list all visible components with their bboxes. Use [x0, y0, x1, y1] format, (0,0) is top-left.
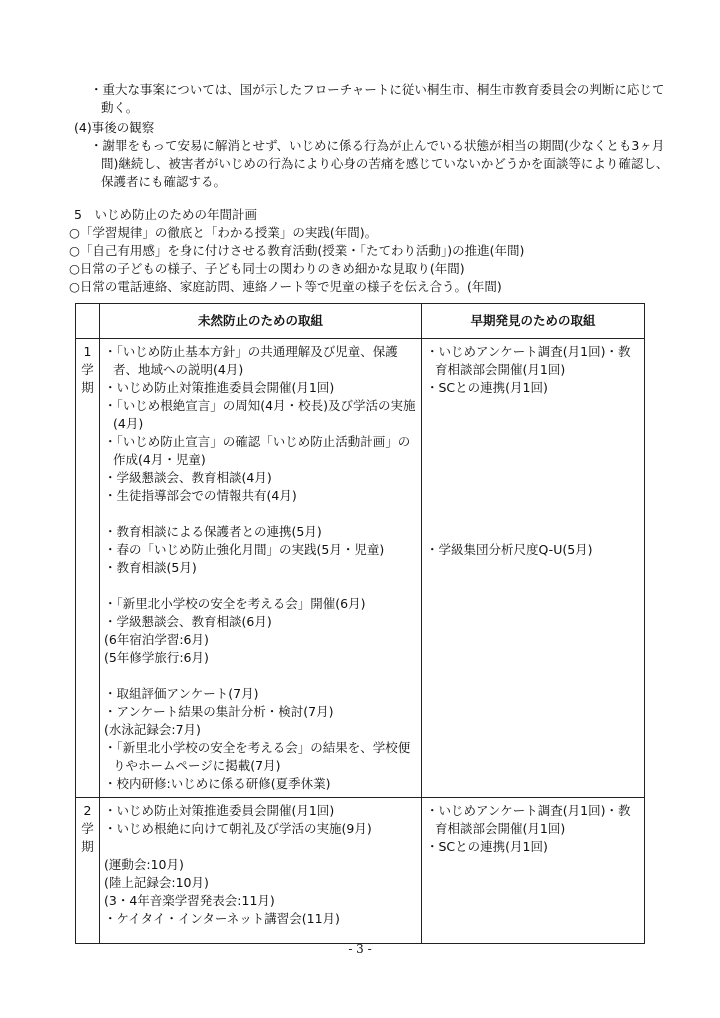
list-item: ・学級懇談会、教育相談(4月) [104, 470, 272, 485]
event-note: (3・4年音楽学習発表会:11月) [104, 893, 275, 908]
list-item: ・学級集団分析尺度Q-U(5月) [426, 542, 593, 557]
follow-up-text-line2: 間)継続し、被害者がいじめの行為により心身の苦痛を感じていないかどうかを面談等により確認し、 [101, 156, 669, 171]
header-prevention: 未然防止のための取組 [100, 304, 422, 339]
list-item: ・いじめ防止対策推進委員会開催(月1回) [104, 803, 335, 818]
list-item: ・校内研修:いじめに係る研修(夏季休業) [104, 776, 331, 791]
list-item: ・学級懇談会、教育相談(6月) [104, 614, 272, 629]
event-note: (陸上記録会:10月) [104, 875, 209, 890]
annual-plan-table [75, 303, 645, 944]
event-note: (運動会:10月) [104, 857, 184, 872]
list-item: ・いじめ根絶に向けて朝礼及び学活の実施(9月) [104, 821, 372, 836]
term1-prevention-cell [100, 339, 422, 798]
list-item: ・生徒指導部会での情報共有(4月) [104, 488, 297, 503]
table-row-term2 [76, 798, 645, 944]
term2-early-detection-cell [422, 798, 645, 944]
list-item: ・「新里北小学校の安全を考える会」の結果を、学校便りやホームページに掲載(7月) [104, 740, 411, 773]
list-item: ・ケイタイ・インターネット講習会(11月) [104, 911, 340, 926]
list-item: ・「いじめ根絶宣言」の周知(4月・校長)及び学活の実施(4月) [104, 398, 416, 431]
event-note: (水泳記録会:7月) [104, 722, 201, 737]
follow-up-text-line3: 保護者にも確認する。 [101, 174, 227, 189]
list-item: ・教育相談による保護者との連携(5月) [104, 524, 322, 539]
term1-early-detection-cell [422, 339, 645, 798]
list-item: ・アンケート結果の集計分析・検討(7月) [104, 704, 334, 719]
header-early-detection: 早期発見のための取組 [422, 304, 645, 339]
bullet-serious-cases-line1: ・重大な事案については、国が示したフローチャートに従い桐生市、桐生市教育委員会の判断に応じて [90, 82, 665, 97]
event-note: (5年修学旅行:6月) [104, 650, 209, 665]
list-item: ・いじめアンケート調査(月1回)・教育相談部会開催(月1回) [426, 803, 631, 836]
term2-prevention-cell [100, 798, 422, 944]
bullet-serious-cases-line2: 動く。 [101, 100, 139, 115]
follow-up-text-line1: ・謝罪をもって安易に解消とせず、いじめに係る行為が止んでいる状態が相当の期間(少なくとも3ヶ月 [90, 138, 665, 153]
term2-label: 2 学 期 [76, 798, 100, 944]
list-item: ・「新里北小学校の安全を考える会」開催(6月) [104, 596, 366, 611]
list-item: ・教育相談(5月) [104, 560, 197, 575]
section5-heading: 5 いじめ防止のための年間計画 [74, 207, 257, 222]
annual-plan-item: ○日常の子どもの様子、子ども同士の関わりのきめ細かな見取り(年間) [69, 261, 465, 276]
list-item: ・取組評価アンケート(7月) [104, 686, 259, 701]
list-item: ・いじめアンケート調査(月1回)・教育相談部会開催(月1回) [426, 344, 631, 377]
list-item: ・いじめ防止対策推進委員会開催(月1回) [104, 380, 335, 395]
header-term-cell [76, 304, 100, 339]
list-item: ・春の「いじめ防止強化月間」の実践(5月・児童) [104, 542, 385, 557]
annual-plan-item: ○「自己有用感」を身に付けさせる教育活動(授業・「たてわり活動」)の推進(年間) [69, 243, 525, 258]
list-item: ・SCとの連携(月1回) [426, 380, 548, 395]
table-header-row [76, 304, 645, 339]
page-number: - 3 - [348, 942, 372, 956]
event-note: (6年宿泊学習:6月) [104, 632, 209, 647]
heading-follow-up-observation: (4)事後の観察 [74, 120, 155, 135]
list-item: ・「いじめ防止基本方針」の共通理解及び児童、保護者、地域への説明(4月) [104, 344, 398, 377]
annual-plan-item: ○「学習規律」の徹底と「わかる授業」の実践(年間)。 [69, 225, 378, 240]
list-item: ・SCとの連携(月1回) [426, 839, 548, 854]
term1-label: 1 学 期 [76, 339, 100, 798]
table-row-term1 [76, 339, 645, 798]
list-item: ・「いじめ防止宣言」の確認「いじめ防止活動計画」の作成(4月・児童) [104, 434, 411, 467]
annual-plan-item: ○日常の電話連絡、家庭訪問、連絡ノート等で児童の様子を伝え合う。(年間) [69, 279, 502, 294]
